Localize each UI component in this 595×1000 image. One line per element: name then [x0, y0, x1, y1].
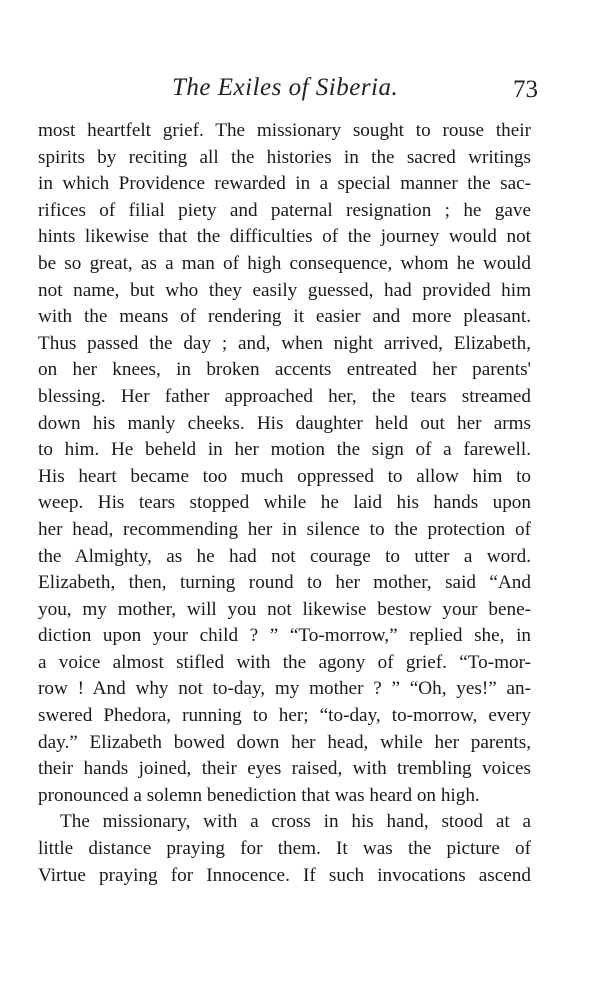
text-line: rifices of filial piety and paternal resignation ; he gave [38, 199, 531, 221]
text-line: blessing. Her father approached her, the tears streamed [38, 385, 531, 407]
text-line: weep. His tears stopped while he laid his hands upon [38, 492, 531, 514]
text-line: hints likewise that the difficulties of the journey would not [38, 226, 531, 248]
text-line: spirits by reciting all the histories in the sacred writings [38, 146, 531, 168]
text-line: down his manly cheeks. His daughter held out her arms [38, 412, 531, 434]
text-line: little distance praying for them. It was the picture of [38, 838, 531, 860]
text-line: her head, recommending her in silence to the protection of [38, 518, 531, 540]
text-line: on her knees, in broken accents entreated her parents' [38, 359, 531, 381]
text-line: a voice almost stifled with the agony of grief. “To-mor- [38, 651, 531, 673]
text-line: His heart became too much oppressed to allow him to [38, 465, 531, 487]
text-line: pronounced a solemn benediction that was heard on high. [38, 784, 480, 806]
text-line: Elizabeth, then, turning round to her mother, said “And [38, 572, 531, 594]
text-line: row ! And why not to-day, my mother ? ” “Oh, yes!” an- [38, 678, 531, 700]
text-line: Thus passed the day ; and, when night arrived, Elizabeth, [38, 332, 531, 354]
running-title: The Exiles of Siberia. [172, 74, 399, 101]
running-head [38, 74, 538, 108]
text-line: in which Providence rewarded in a special manner the sac- [38, 173, 531, 195]
text-line: with the means of rendering it easier and more pleasant. [38, 306, 531, 328]
text-line: swered Phedora, running to her; “to-day, to-morrow, every [38, 705, 531, 727]
text-line: you, my mother, will you not likewise bestow your bene- [38, 598, 531, 620]
text-line: diction upon your child ? ” “To-morrow,” replied she, in [38, 625, 531, 647]
body-text [38, 118, 531, 889]
text-line: not name, but who they easily guessed, had provided him [38, 279, 531, 301]
text-line: be so great, as a man of high consequence, whom he would [38, 252, 531, 274]
text-line: Virtue praying for Innocence. If such invocations ascend [38, 864, 531, 886]
text-line: most heartfelt grief. The missionary sought to rouse their [38, 120, 531, 141]
text-line: the Almighty, as he had not courage to utter a word. [38, 545, 531, 567]
text-line: The missionary, with a cross in his hand, stood at a [60, 811, 531, 833]
text-line: their hands joined, their eyes raised, with trembling voices [38, 758, 531, 780]
text-line: to him. He beheld in her motion the sign of a farewell. [38, 439, 531, 461]
page-number: 73 [513, 76, 538, 103]
text-line: day.” Elizabeth bowed down her head, while her parents, [38, 731, 531, 753]
